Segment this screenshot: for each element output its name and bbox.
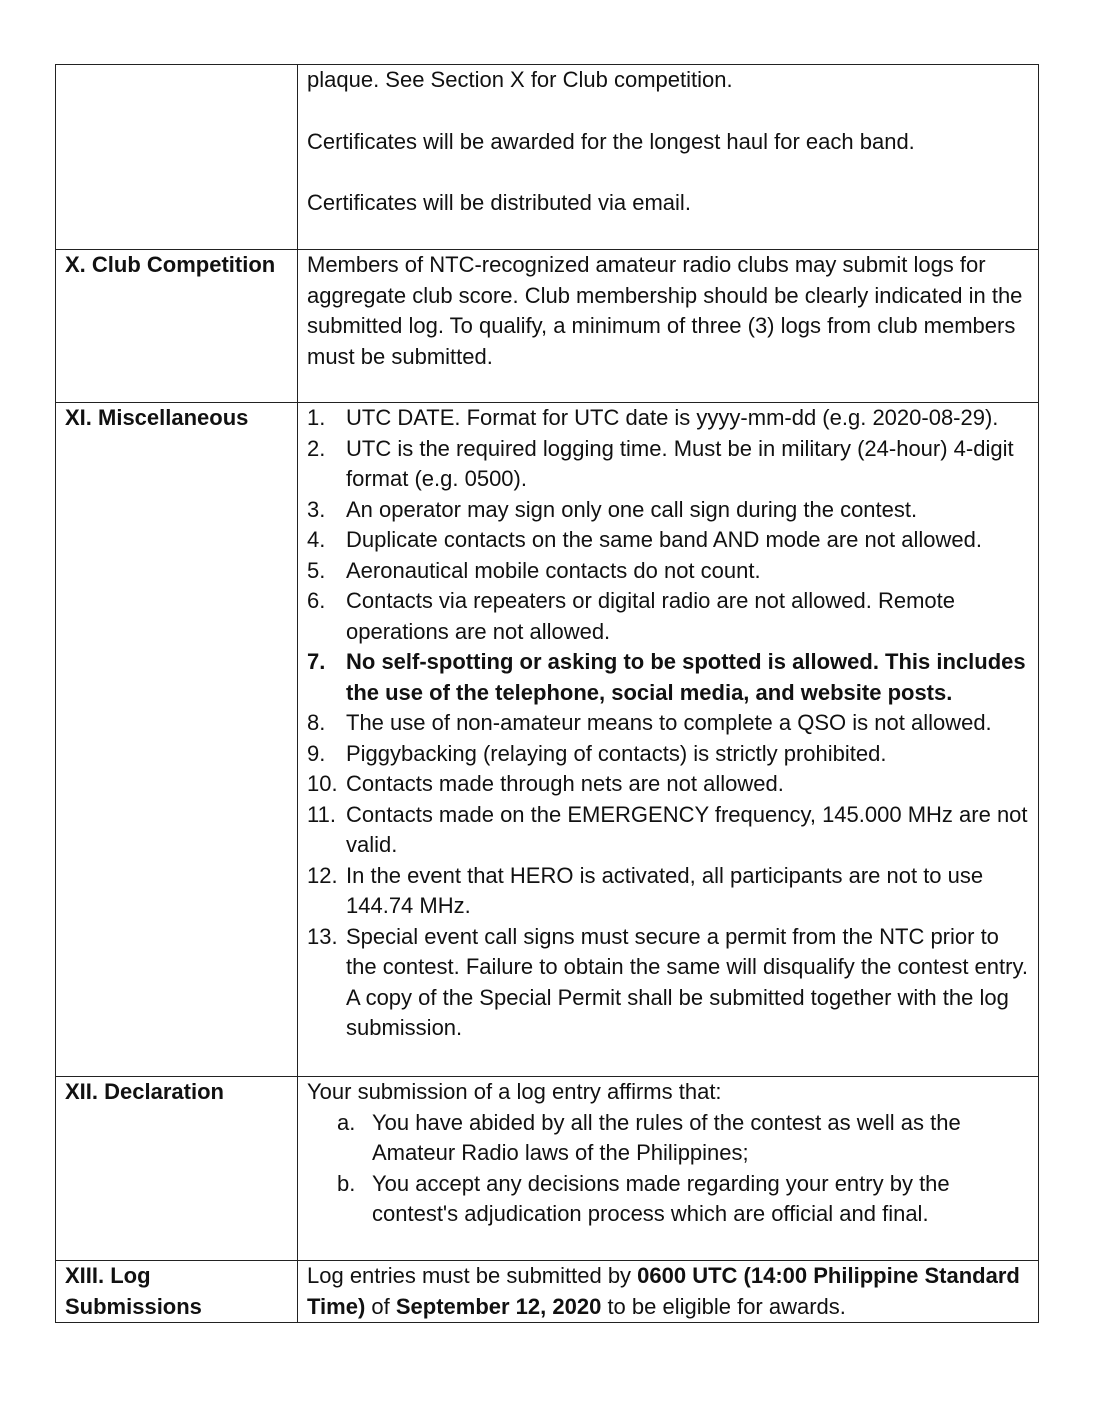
club-competition-text: Members of NTC-recognized amateur radio clubs may submit logs for aggregate club score. Club membership should be clearly indicated in the submitted log. To qualify, a minimum of three (3) logs from club members must be submitted.	[307, 252, 1023, 369]
declaration-list	[307, 1108, 1028, 1230]
declaration-label	[56, 1077, 298, 1261]
list-item: 8. The use of non-amateur means to complete a QSO is not allowed.	[307, 710, 992, 735]
deadline-time: 0600 UTC (14:00 Philippine Standard Time)	[307, 1263, 1020, 1319]
list-item: 10. Contacts made through nets are not allowed.	[307, 771, 784, 796]
miscellaneous-list	[307, 403, 1028, 1044]
awards-line-1: plaque. See Section X for Club competition.	[307, 67, 733, 92]
awards-line-3: Certificates will be distributed via email.	[307, 190, 691, 215]
miscellaneous-label	[56, 403, 298, 1077]
awards-content-cell	[298, 65, 1039, 250]
miscellaneous-content	[298, 403, 1039, 1077]
log-submissions-label	[56, 1261, 298, 1323]
list-item: 12. In the event that HERO is activated, all participants are not to use 144.74 MHz.	[307, 862, 984, 918]
table-row-club-competition	[56, 250, 1039, 403]
rules-table	[55, 64, 1039, 1323]
list-item: b. You accept any decisions made regarding your entry by the contest's adjudication process which are official and final.	[337, 1170, 950, 1226]
deadline-date: September 12, 2020	[395, 1293, 602, 1319]
list-item: 2. UTC is the required logging time. Must be in military (24-hour) 4-digit format (e.g. 0500).	[307, 435, 1014, 491]
list-item: 6. Contacts via repeaters or digital radio are not allowed. Remote operations are not allowed.	[307, 588, 955, 644]
club-competition-label-text: X. Club Competition	[65, 252, 276, 277]
list-item: 5. Aeronautical mobile contacts do not count.	[307, 557, 761, 583]
list-item: 9. Piggybacking (relaying of contacts) is strictly prohibited.	[307, 740, 887, 766]
table-row-log-submissions	[56, 1261, 1039, 1323]
declaration-intro: Your submission of a log entry affirms that:	[307, 1079, 722, 1104]
awards-label-cell	[56, 65, 298, 250]
club-competition-label	[56, 250, 298, 403]
list-item: 4. Duplicate contacts on the same band AND mode are not allowed.	[307, 527, 982, 552]
miscellaneous-label-text: XI. Miscellaneous	[65, 405, 249, 430]
list-item: 11. Contacts made on the EMERGENCY frequency, 145.000 MHz are not valid.	[307, 801, 1028, 857]
list-item: a. You have abided by all the rules of the contest as well as the Amateur Radio laws of the Philippines;	[337, 1109, 961, 1165]
list-item: 1. UTC DATE. Format for UTC date is yyyy-mm-dd (e.g. 2020-08-29).	[307, 405, 999, 430]
log-submissions-content	[298, 1261, 1039, 1323]
list-item: 3. An operator may sign only one call sign during the contest.	[307, 496, 918, 522]
log-submissions-label-text: XIII. Log Submissions	[65, 1263, 202, 1319]
log-submissions-text: Log entries must be submitted by 0600 UTC (14:00 Philippine Standard Time) of September 12, 2020 to be eligible for awards.	[307, 1263, 1020, 1319]
declaration-content	[298, 1077, 1039, 1261]
declaration-label-text: XII. Declaration	[65, 1079, 224, 1104]
table-row-miscellaneous	[56, 403, 1039, 1077]
list-item: 13. Special event call signs must secure a permit from the NTC prior to the contest. Failure to obtain the same will disqualify the contest entry. A copy of the Special Permit shall be submitted together with the log submission.	[307, 923, 1028, 1040]
club-competition-content	[298, 250, 1039, 403]
table-row-declaration	[56, 1077, 1039, 1261]
table-row-awards	[56, 65, 1039, 250]
awards-line-2: Certificates will be awarded for the longest haul for each band.	[307, 128, 915, 154]
list-item-emphasized: 7. No self-spotting or asking to be spotted is allowed. This includes the use of the telephone, social media, and website posts.	[307, 649, 1026, 705]
